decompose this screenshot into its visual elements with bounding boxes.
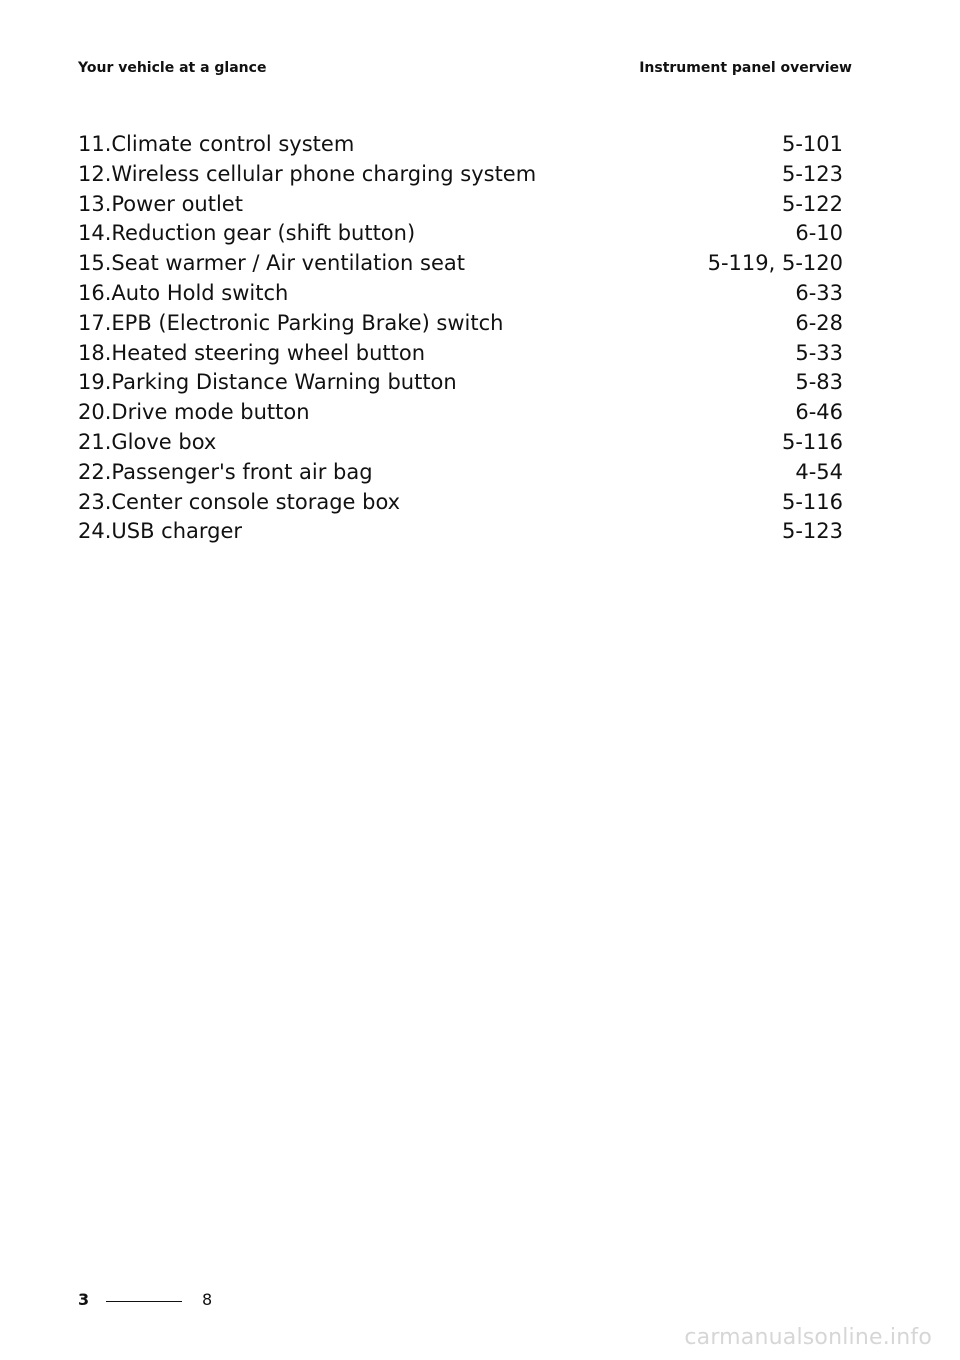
item-label: 11.Climate control system xyxy=(78,132,355,156)
list-item xyxy=(78,279,843,309)
chapter-number: 3 xyxy=(78,1290,90,1309)
page-header xyxy=(78,60,852,80)
item-label: 12.Wireless cellular phone charging system xyxy=(78,161,537,186)
page-reference: 5-101 xyxy=(781,132,843,156)
page-reference: 5-123 xyxy=(781,161,843,186)
watermark-text: carmanualsonline.info xyxy=(684,1325,932,1350)
list-item xyxy=(78,398,843,428)
item-label: 13.Power outlet xyxy=(78,191,243,216)
list-item xyxy=(78,339,843,369)
list-item xyxy=(78,160,843,190)
page-reference: 5-33 xyxy=(795,340,843,365)
item-label: 19.Parking Distance Warning button xyxy=(78,370,457,395)
page-reference: 6-46 xyxy=(795,400,843,425)
component-list xyxy=(78,130,843,547)
page-reference: 5-116 xyxy=(781,489,843,514)
item-label: 21.Glove box xyxy=(78,429,217,454)
list-item xyxy=(78,249,843,279)
list-item xyxy=(78,309,843,339)
page-reference: 5-116 xyxy=(781,429,843,454)
page-reference: 5-119, 5-120 xyxy=(707,251,843,276)
item-label: 18.Heated steering wheel button xyxy=(78,340,426,365)
item-label: 20.Drive mode button xyxy=(78,400,310,425)
footer-divider xyxy=(106,1301,182,1302)
page-reference: 5-122 xyxy=(781,191,843,216)
list-item xyxy=(78,130,843,160)
item-label: 22.Passenger's front air bag xyxy=(78,459,373,484)
page-reference: 5-83 xyxy=(795,370,843,395)
item-label: 23.Center console storage box xyxy=(78,489,401,514)
page-number: 8 xyxy=(202,1290,213,1309)
list-item xyxy=(78,458,843,488)
item-label: 14.Reduction gear (shift button) xyxy=(78,221,416,246)
item-label: 24.USB charger xyxy=(78,519,243,544)
list-item xyxy=(78,190,843,220)
item-label: 16.Auto Hold switch xyxy=(78,280,289,305)
topic-title: Instrument panel overview xyxy=(639,60,852,76)
item-label: 17.EPB (Electronic Parking Brake) switch xyxy=(78,310,504,335)
list-item xyxy=(78,368,843,398)
page-reference: 6-33 xyxy=(795,280,843,305)
page-reference: 6-10 xyxy=(795,221,843,246)
list-item xyxy=(78,219,843,249)
section-title: Your vehicle at a glance xyxy=(78,60,267,76)
list-item xyxy=(78,428,843,458)
list-item xyxy=(78,517,843,547)
page-reference: 4-54 xyxy=(795,459,843,484)
page-reference: 5-123 xyxy=(781,519,843,544)
page-reference: 6-28 xyxy=(795,310,843,335)
list-item xyxy=(78,488,843,518)
item-label: 15.Seat warmer / Air ventilation seat xyxy=(78,251,465,276)
